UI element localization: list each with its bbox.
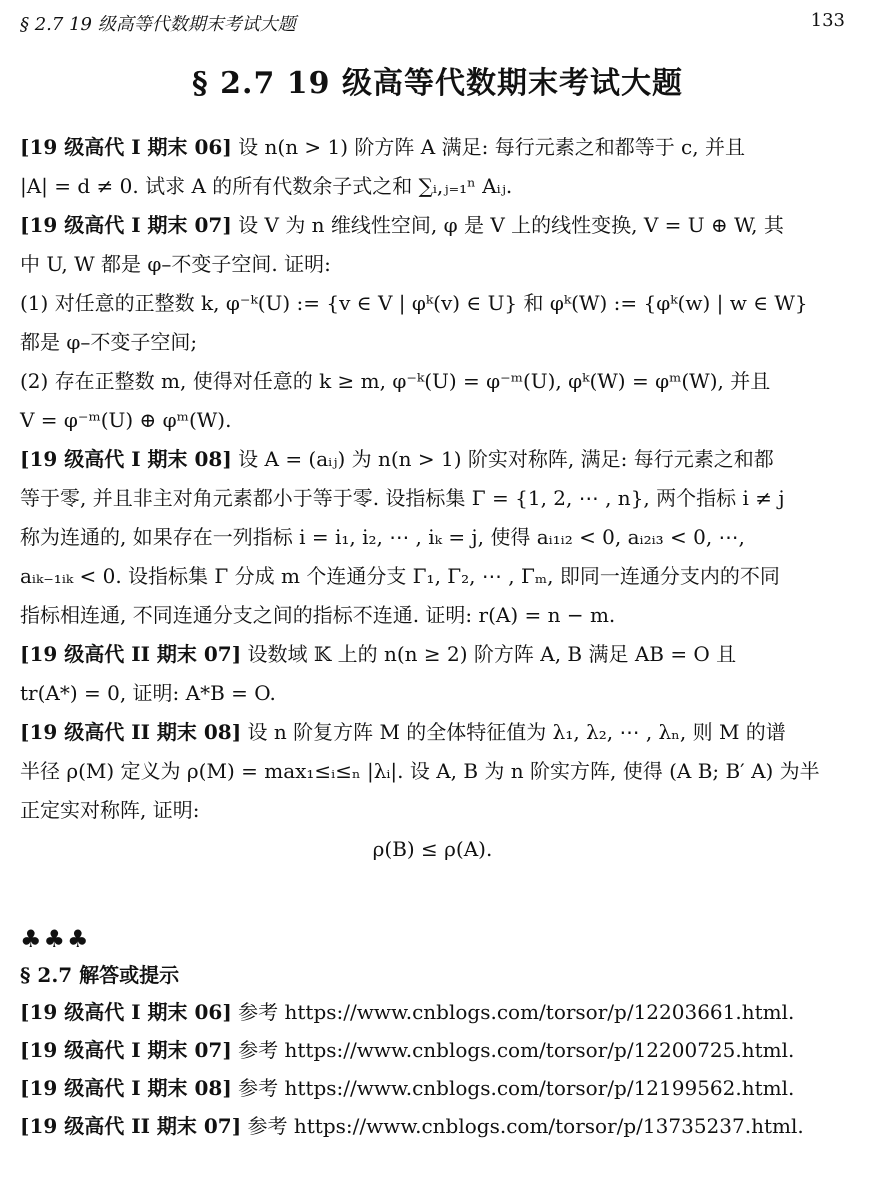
answer-text: 参考 https://www.cnblogs.com/torsor/p/12199562.html. (238, 1076, 795, 1100)
answer-tag: [19 级高代 I 期末 07] (20, 1038, 232, 1062)
section-body (20, 128, 845, 1145)
problem-line (20, 401, 845, 440)
answer-line (20, 1107, 845, 1145)
problem-text: 设数域 𝕂 上的 n(n ≥ 2) 阶方阵 A, B 满足 AB = O 且 (247, 642, 737, 666)
problem-line (20, 323, 845, 362)
problem-line (20, 791, 845, 830)
problem-text: 都是 φ–不变子空间; (20, 330, 198, 354)
spacer (20, 869, 845, 921)
problem-line (20, 362, 845, 401)
running-header (20, 10, 845, 36)
problem-line (20, 674, 845, 713)
problem-text: 设 V 为 n 维线性空间, φ 是 V 上的线性变换, V = U ⊕ W, 其 (238, 213, 784, 237)
problem-text: 正定实对称阵, 证明: (20, 798, 200, 822)
display-formula: ρ(B) ≤ ρ(A). (372, 837, 493, 861)
page-number: 133 (810, 10, 845, 31)
problem-tag: [19 级高代 I 期末 08] (20, 447, 232, 471)
answer-tag: [19 级高代 I 期末 06] (20, 1000, 232, 1024)
problem-text: 设 A = (aᵢⱼ) 为 n(n > 1) 阶实对称阵, 满足: 每行元素之和都 (238, 447, 774, 471)
answer-text: 参考 https://www.cnblogs.com/torsor/p/12203661.html. (238, 1000, 795, 1024)
problem-text: 等于零, 并且非主对角元素都小于等于零. 设指标集 Γ = {1, 2, ⋯ , n}, 两个指标 i ≠ j (20, 486, 785, 510)
problem-line (20, 596, 845, 635)
answer-tag: [19 级高代 I 期末 08] (20, 1076, 232, 1100)
problem-text: tr(A*) = 0, 证明: A*B = O. (20, 681, 276, 705)
answer-line (20, 1031, 845, 1069)
problem-line (20, 284, 845, 323)
problem-tag: [19 级高代 I 期末 07] (20, 213, 232, 237)
problem-line (20, 713, 845, 752)
problem-line (20, 128, 845, 167)
problem-line (20, 635, 845, 674)
answers-heading: § 2.7 解答或提示 (20, 963, 180, 987)
problem-text: 中 U, W 都是 φ–不变子空间. 证明: (20, 252, 331, 276)
clubs-divider: ♣♣♣ (20, 925, 91, 953)
problem-text: (1) 对任意的正整数 k, φ⁻ᵏ(U) := {v ∈ V | φᵏ(v) ∈ U} 和 φᵏ(W) := {φᵏ(w) | w ∈ W} (20, 291, 808, 315)
running-title: § 2.7 19 级高等代数期末考试大题 (20, 14, 296, 35)
problem-line (20, 479, 845, 518)
problem-line (20, 752, 845, 791)
problem-line (20, 167, 845, 206)
problem-text: 称为连通的, 如果存在一列指标 i = i₁, i₂, ⋯ , iₖ = j, 使得 aᵢ₁ᵢ₂ < 0, aᵢ₂ᵢ₃ < 0, ⋯, (20, 525, 745, 549)
problem-tag: [19 级高代 I 期末 06] (20, 135, 232, 159)
problem-line (20, 245, 845, 284)
problem-tag: [19 级高代 II 期末 08] (20, 720, 242, 744)
problem-text: V = φ⁻ᵐ(U) ⊕ φᵐ(W). (20, 408, 232, 432)
problem-text: 指标相连通, 不同连通分支之间的指标不连通. 证明: r(A) = n − m. (20, 603, 616, 627)
problem-text: (2) 存在正整数 m, 使得对任意的 k ≥ m, φ⁻ᵏ(U) = φ⁻ᵐ(U), φᵏ(W) = φᵐ(W), 并且 (20, 369, 771, 393)
problem-line (20, 206, 845, 245)
problem-text: 设 n(n > 1) 阶方阵 A 满足: 每行元素之和都等于 c, 并且 (238, 135, 745, 159)
problem-line (20, 440, 845, 479)
answer-line (20, 1069, 845, 1107)
problem-text: aᵢₖ₋₁ᵢₖ < 0. 设指标集 Γ 分成 m 个连通分支 Γ₁, Γ₂, ⋯ , Γₘ, 即同一连通分支内的不同 (20, 564, 780, 588)
problem-line (20, 518, 845, 557)
answer-tag: [19 级高代 II 期末 07] (20, 1114, 242, 1138)
problem-text: |A| = d ≠ 0. 试求 A 的所有代数余子式之和 ∑ᵢ,ⱼ₌₁ⁿ Aᵢⱼ. (20, 174, 513, 198)
answer-text: 参考 https://www.cnblogs.com/torsor/p/13735237.html. (247, 1114, 804, 1138)
problem-tag: [19 级高代 II 期末 07] (20, 642, 242, 666)
section-title: § 2.7 19 级高等代数期末考试大题 (192, 66, 683, 101)
answer-line (20, 993, 845, 1031)
problem-text: 设 n 阶复方阵 M 的全体特征值为 λ₁, λ₂, ⋯ , λₙ, 则 M 的谱 (247, 720, 786, 744)
problem-line (20, 557, 845, 596)
answer-text: 参考 https://www.cnblogs.com/torsor/p/12200725.html. (238, 1038, 795, 1062)
problem-text: 半径 ρ(M) 定义为 ρ(M) = max₁≤ᵢ≤ₙ |λᵢ|. 设 A, B 为 n 阶实方阵, 使得 (A B; B′ A) 为半 (20, 759, 820, 783)
